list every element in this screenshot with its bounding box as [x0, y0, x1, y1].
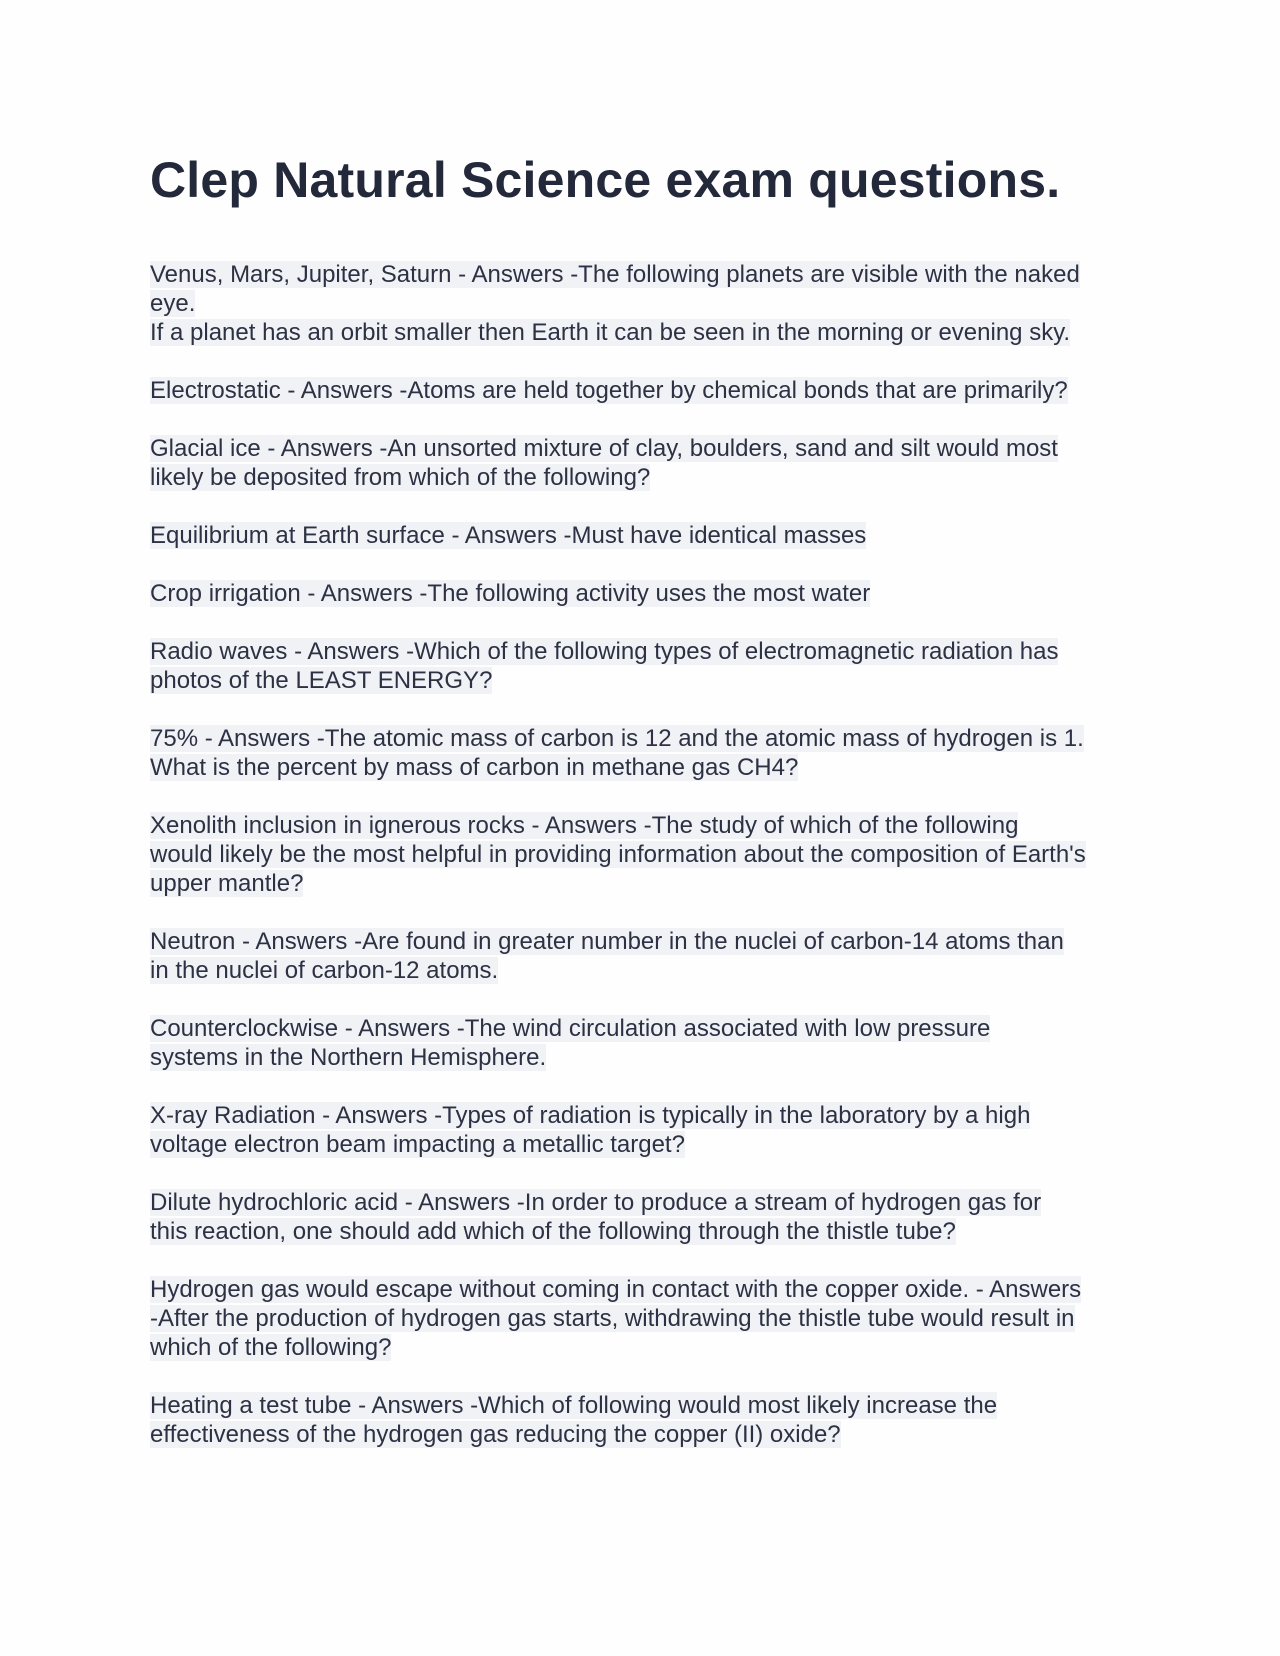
qa-line: Venus, Mars, Jupiter, Saturn - Answers -The following planets are visible with the naked [150, 261, 1080, 288]
qa-line: X-ray Radiation - Answers -Types of radiation is typically in the laboratory by a high [150, 1102, 1031, 1129]
qa-item [150, 434, 1140, 492]
qa-line: Equilibrium at Earth surface - Answers -Must have identical masses [150, 522, 867, 549]
qa-line: Xenolith inclusion in ignerous rocks - Answers -The study of which of the following [150, 812, 1019, 839]
qa-line: in the nuclei of carbon-12 atoms. [150, 957, 499, 984]
qa-item [150, 811, 1140, 898]
qa-line: Neutron - Answers -Are found in greater number in the nuclei of carbon-14 atoms than [150, 928, 1064, 955]
qa-line: Heating a test tube - Answers -Which of following would most likely increase the [150, 1392, 998, 1419]
qa-line: If a planet has an orbit smaller then Earth it can be seen in the morning or evening sky. [150, 319, 1071, 346]
qa-line: Radio waves - Answers -Which of the following types of electromagnetic radiation has [150, 638, 1059, 665]
qa-line: voltage electron beam impacting a metallic target? [150, 1131, 685, 1158]
qa-item [150, 724, 1140, 782]
qa-line: likely be deposited from which of the following? [150, 464, 651, 491]
qa-line: photos of the LEAST ENERGY? [150, 667, 493, 694]
qa-list [150, 260, 1140, 1449]
page-title: Clep Natural Science exam questions. [150, 152, 1061, 208]
document-page [150, 150, 1140, 1478]
qa-item [150, 637, 1140, 695]
qa-line: Dilute hydrochloric acid - Answers -In order to produce a stream of hydrogen gas for [150, 1189, 1042, 1216]
qa-item [150, 376, 1140, 405]
qa-line: 75% - Answers -The atomic mass of carbon is 12 and the atomic mass of hydrogen is 1. [150, 725, 1084, 752]
qa-item [150, 1101, 1140, 1159]
qa-item [150, 579, 1140, 608]
qa-item [150, 1391, 1140, 1449]
qa-line: What is the percent by mass of carbon in methane gas CH4? [150, 754, 799, 781]
qa-line: Hydrogen gas would escape without coming in contact with the copper oxide. - Answers [150, 1276, 1082, 1303]
qa-line: upper mantle? [150, 870, 304, 897]
qa-line: Glacial ice - Answers -An unsorted mixture of clay, boulders, sand and silt would most [150, 435, 1058, 462]
qa-line: this reaction, one should add which of the following through the thistle tube? [150, 1218, 956, 1245]
qa-line: Electrostatic - Answers -Atoms are held together by chemical bonds that are primarily? [150, 377, 1068, 404]
qa-line: Crop irrigation - Answers -The following activity uses the most water [150, 580, 871, 607]
qa-line: -After the production of hydrogen gas starts, withdrawing the thistle tube would result in [150, 1305, 1075, 1332]
qa-item [150, 927, 1140, 985]
qa-item [150, 1188, 1140, 1246]
qa-item [150, 1275, 1140, 1362]
qa-item [150, 521, 1140, 550]
qa-item [150, 260, 1140, 347]
qa-line: eye. [150, 290, 196, 317]
qa-line: systems in the Northern Hemisphere. [150, 1044, 547, 1071]
qa-item [150, 1014, 1140, 1072]
qa-line: would likely be the most helpful in providing information about the composition of Earth's [150, 841, 1086, 868]
qa-line: Counterclockwise - Answers -The wind circulation associated with low pressure [150, 1015, 991, 1042]
qa-line: which of the following? [150, 1334, 392, 1361]
qa-line: effectiveness of the hydrogen gas reducing the copper (II) oxide? [150, 1421, 841, 1448]
